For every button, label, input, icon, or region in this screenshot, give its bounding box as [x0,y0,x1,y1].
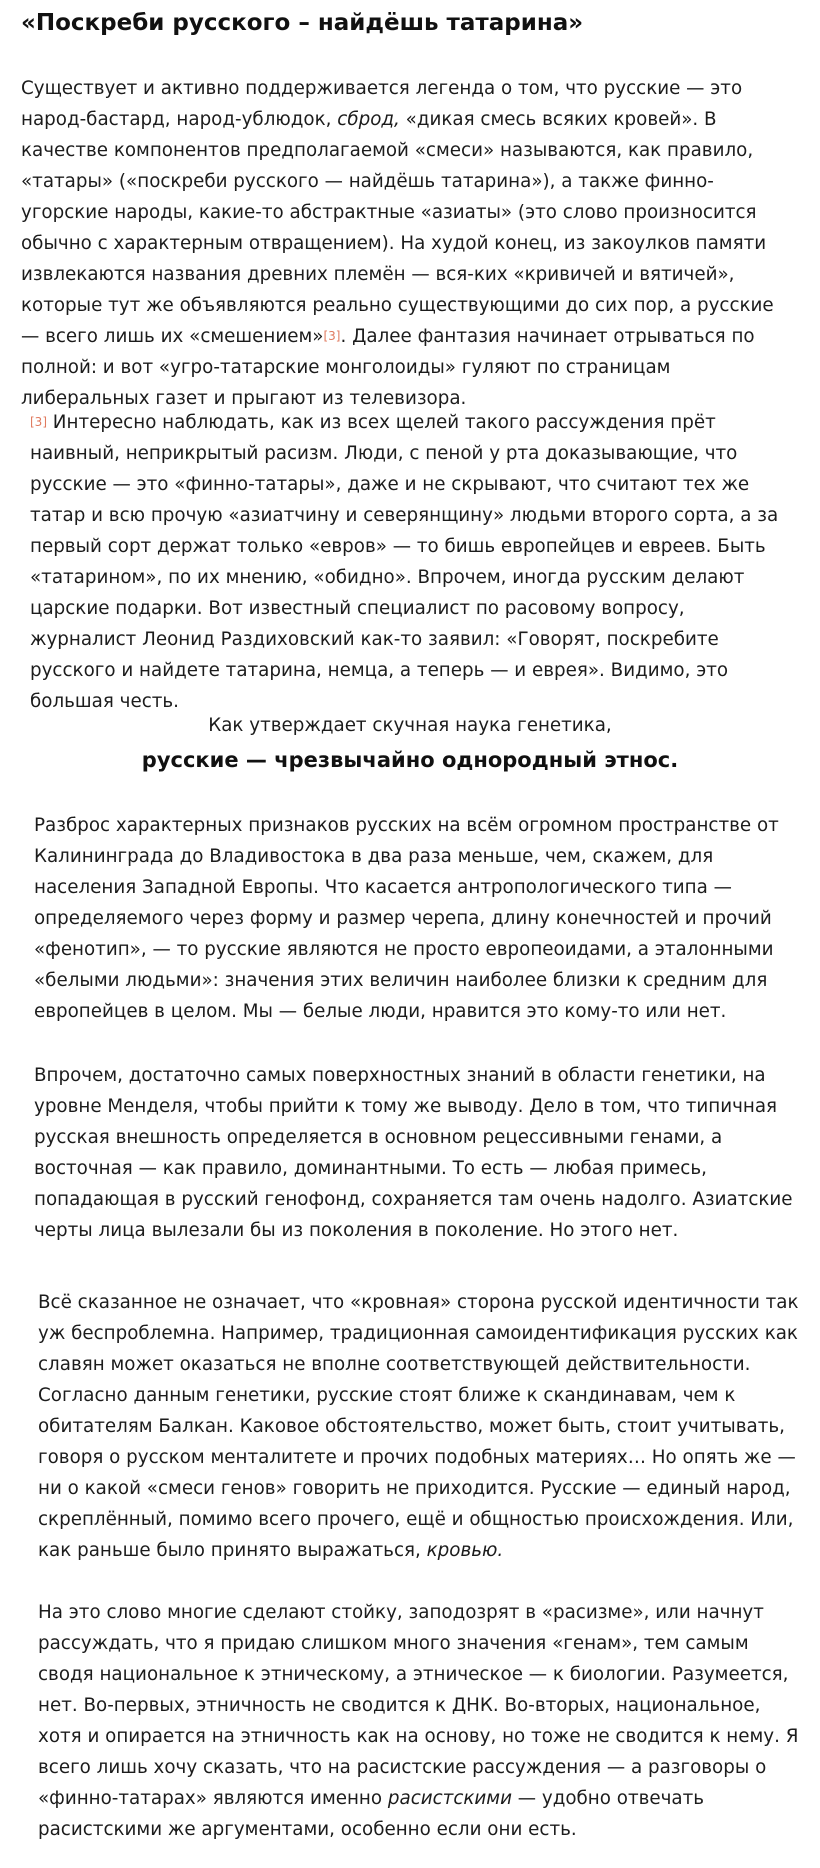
paragraph-identity: Всё сказанное не означает, что «кровная» сторона русской идентичности так уж беспроблемна. Например, традиционная самоидентификация русских как славян может оказаться не вполне соответствующей действительности. Согласно данным генетики, русские стоят ближе к скандинавам, чем к обитателям Балкан. Каковое обстоятельство, может быть, стоит учитывать, говоря о русском менталитете и прочих подобных материях… Но опять же — ни о какой «смеси генов» говорить не приходится. Русские — единый народ, скреплённый, помимо всего прочего, ещё и общностью происхождения. Или, как раньше было принято выражаться, кровью. [38,1292,799,1561]
footnote-marker: [3] [30,415,47,429]
genetics-claim: русские — чрезвычайно однородный этнос. [141,748,679,772]
paragraph-legend: Существует и активно поддерживается легенда о том, что русские — это народ-бастард, народ-ублюдок, сброд, «дикая смесь всяких кровей». В качестве компонентов предполагаемой «смеси» называются, как правило, «татары» («поскреби русского — найдёшь татарина»), а также финно-угорские народы, какие-то абстрактные «азиаты» (это слово произносится обычно с характерным отвращением). На худой конец, из закоулков памяти извлекаются названия древних племён — вся-ких «кривичей и вятичей», которые тут же объявляются реально существующими до сих пор, а русские — всего лишь их «смешением»[3]. Далее фантазия начинает отрываться по полной: и вот «угро-татарские монголоиды» гуляют по страницам либеральных газет и прыгают из телевизора. [21,78,774,409]
paragraph-variation: Разброс характерных признаков русских на всём огромном пространстве от Калининграда до Владивостока в два раза меньше, чем, скажем, для населения Западной Европы. Что касается антропологического типа — определяемого через форму и размер черепа, длину конечностей и прочий «фенотип», — то русские являются не просто европеоидами, а эталонными «белыми людьми»: значения этих величин наиболее близки к средним для европейцев в целом. Мы — белые люди, нравится это кому-то или нет. [34,815,779,1022]
footnote-ref-link[interactable]: [3] [323,329,341,343]
paragraph-mendel: Впрочем, достаточно самых поверхностных знаний в области генетики, на уровне Менделя, чтобы прийти к тому же выводу. Дело в том, что типичная русская внешность определяется в основном рецессивными генами, а восточная — как правило, доминантными. То есть — любая примесь, попадающая в русский генофонд, сохраняется там очень надолго. Азиатские черты лица вылезали бы из поколения в поколение. Но этого нет. [34,1065,793,1241]
article-title: «Поскреби русского – найдёшь татарина» [21,10,584,36]
paragraph-racism: На это слово многие сделают стойку, заподозрят в «расизме», или начнут рассуждать, что я придаю слишком много значения «генам», тем самым сводя национальное к этническому, а этническое — к биологии. Разумеется, нет. Во-первых, этничность не сводится к ДНК. Во-вторых, национальное, хотя и опирается на этничность как на основу, но тоже не сводится к нему. Я всего лишь хочу сказать, что на расистские рассуждения — а разговоры о «финно-татарах» являются именно расистскими — удобно отвечать расистскими же аргументами, особенно если они есть. [38,1602,799,1840]
footnote: [3] Интересно наблюдать, как из всех щелей такого рассуждения прёт наивный, неприкрытый расизм. Люди, с пеной у рта доказывающие, что русские — это «финно-татары», даже и не скрывают, что считают тех же татар и всю прочую «азиатчину и северянщину» людьми второго сорта, а за первый сорт держат только «евров» — то бишь европейцев и евреев. Быть «татарином», по их мнению, «обидно». Впрочем, иногда русским делают царские подарки. Вот известный специалист по расовому вопросу, журналист Леонид Раздиховский как-то заявил: «Говорят, поскребите русского и найдете татарина, немца, а теперь — и еврея». Видимо, это большая честь. [30,412,779,712]
genetics-intro: Как утверждает скучная наука генетика, [208,715,612,736]
